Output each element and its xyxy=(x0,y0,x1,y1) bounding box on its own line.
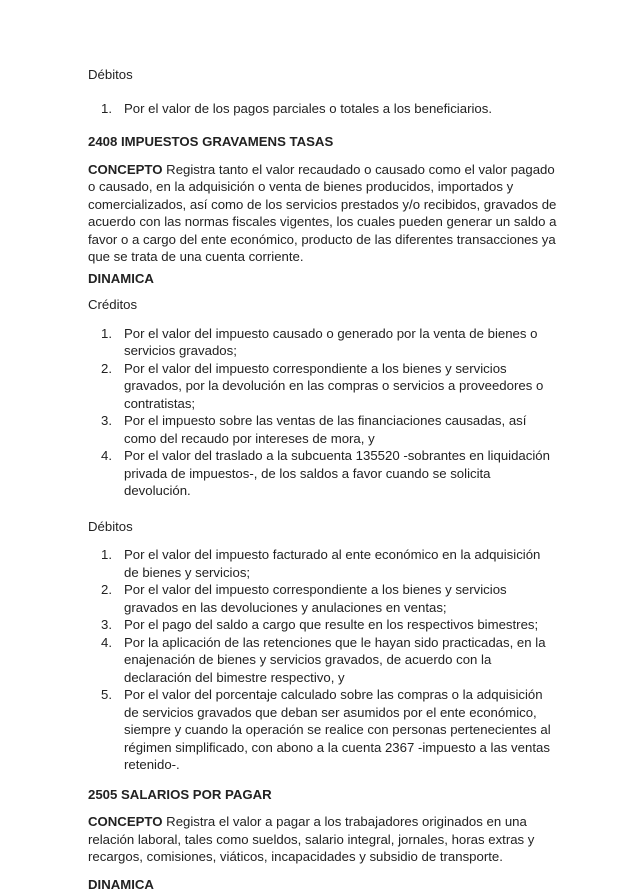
concepto-paragraph-2408 xyxy=(88,161,558,266)
list-item: 2. Por el valor del impuesto correspondiente a los bienes y servicios gravados, por la devolución en las compras o servicios a proveedores o contratistas; xyxy=(88,360,558,413)
list-item: 1. Por el valor del impuesto causado o generado por la venta de bienes o servicios gravados; xyxy=(88,325,558,360)
debitos-label-2408: Débitos xyxy=(88,518,558,536)
dinamica-label-2408: DINAMICA xyxy=(88,270,558,288)
concepto-label: CONCEPTO xyxy=(88,162,163,177)
list-item: 3. Por el impuesto sobre las ventas de las financiaciones causadas, así como del recaudo por intereses de mora, y xyxy=(88,412,558,447)
concepto-text: Registra el valor a pagar a los trabajadores originados en una relación laboral, tales como sueldos, salario integral, jornales, horas extras y recargos, comisiones, viáticos, incapacidades y subsidio de transporte. xyxy=(88,814,534,864)
document-page xyxy=(88,0,558,893)
list-item: 5. Por el valor del porcentaje calculado sobre las compras o la adquisición de servicios gravados que deban ser asumidos por el ente económico, siempre y cuando la operación se realice con personas pertenecientes al régimen simplificado, con abono a la cuenta 2367 -impuesto a las ventas retenido-. xyxy=(88,686,558,774)
list-item: 1. Por el valor de los pagos parciales o totales a los beneficiarios. xyxy=(88,100,558,118)
debitos-list-2408 xyxy=(88,546,558,774)
section-title-2408: 2408 IMPUESTOS GRAVAMENS TASAS xyxy=(88,133,558,151)
dinamica-label-2505: DINAMICA xyxy=(88,876,558,893)
concepto-paragraph-2505 xyxy=(88,813,558,866)
concepto-text: Registra tanto el valor recaudado o causado como el valor pagado o causado, en la adquisición o venta de bienes producidos, importados y comercializados, así como de los servicios prestados y/o recibidos, gravados de acuerdo con las normas fiscales vigentes, los cuales pueden generar un saldo a favor o a cargo del ente económico, producto de las diferentes transacciones ya que se trata de una cuenta corriente. xyxy=(88,162,556,265)
list-item: 1. Por el valor del impuesto facturado al ente económico en la adquisición de bienes y servicios; xyxy=(88,546,558,581)
list-item: 4. Por la aplicación de las retenciones que le hayan sido practicadas, en la enajenación de bienes y servicios gravados, de acuerdo con la declaración del bimestre respectivo, y xyxy=(88,634,558,687)
list-item: 2. Por el valor del impuesto correspondiente a los bienes y servicios gravados en las devoluciones y anulaciones en ventas; xyxy=(88,581,558,616)
list-item: 4. Por el valor del traslado a la subcuenta 135520 -sobrantes en liquidación privada de impuestos-, de los saldos a favor cuando se solicita devolución. xyxy=(88,447,558,500)
creditos-label: Créditos xyxy=(88,296,558,314)
debitos-list xyxy=(88,100,558,118)
creditos-list xyxy=(88,325,558,500)
list-item: 3. Por el pago del saldo a cargo que resulte en los respectivos bimestres; xyxy=(88,616,558,634)
concepto-label: CONCEPTO xyxy=(88,814,163,829)
section-title-2505: 2505 SALARIOS POR PAGAR xyxy=(88,786,558,804)
debitos-label: Débitos xyxy=(88,66,558,84)
